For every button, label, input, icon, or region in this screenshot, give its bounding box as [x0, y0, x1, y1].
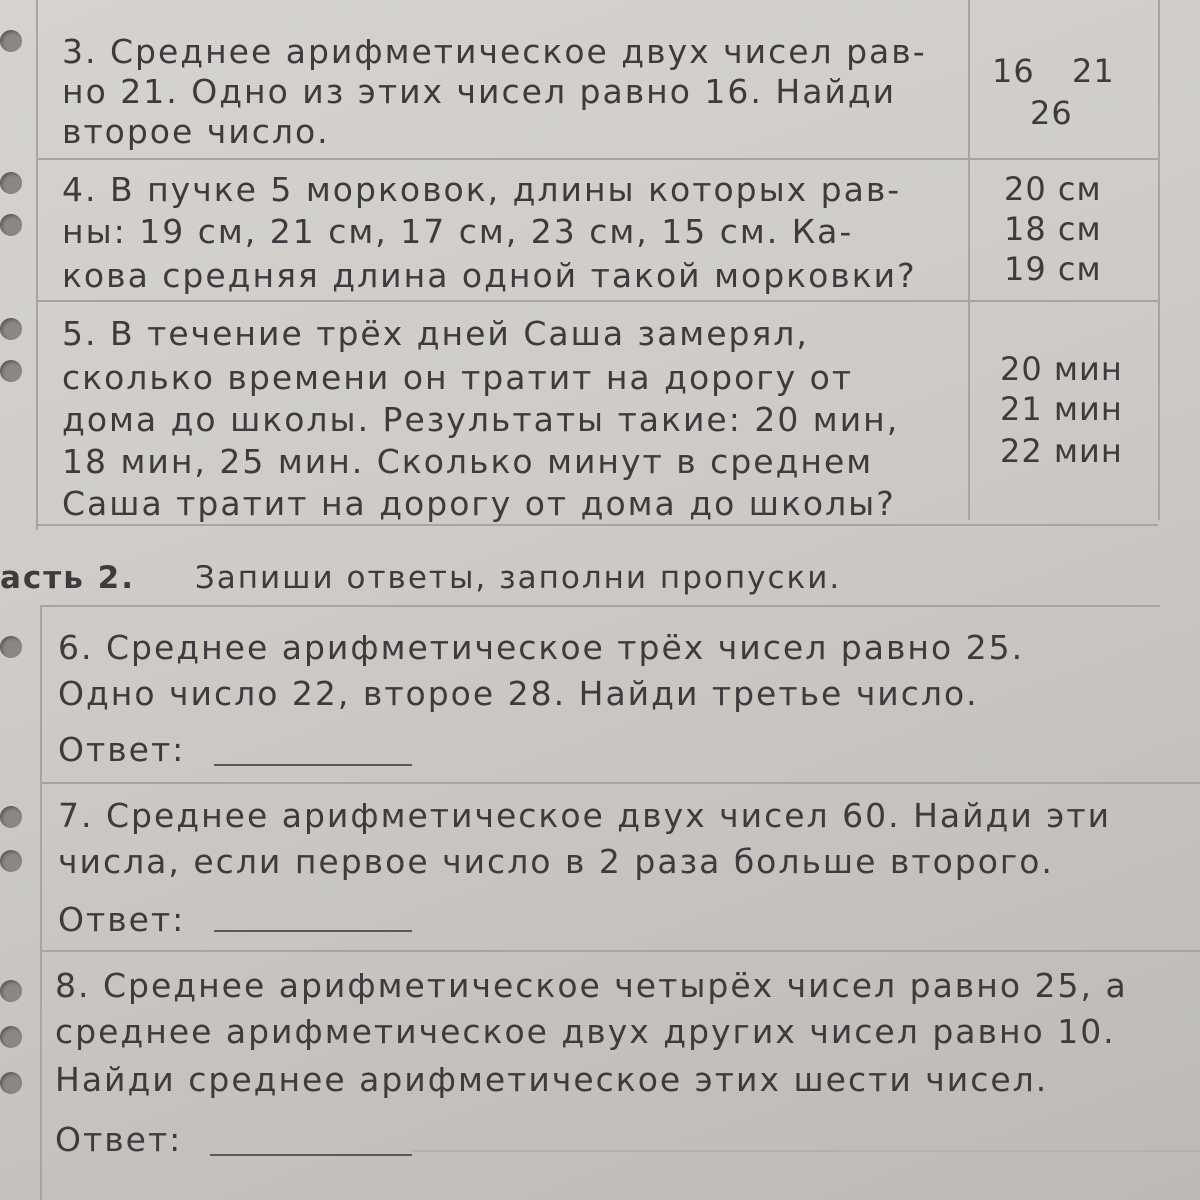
task-6-answer-blank[interactable] [214, 764, 412, 766]
task-5-line-3: дома до школы. Результаты такие: 20 мин, [62, 400, 900, 439]
task-5-line-4: 18 мин, 25 мин. Сколько минут в среднем [62, 442, 874, 481]
task-3-option-c: 26 [1030, 94, 1073, 132]
bullet-dot [0, 636, 22, 658]
task-5-line-2: сколько времени он тратит на дорогу от [62, 358, 854, 397]
task-8-line-2: среднее арифметическое двух других чисел равно 10. [55, 1012, 1116, 1051]
task-3-line-3: второе число. [62, 112, 330, 151]
table-border-bottom [36, 524, 1158, 526]
task-6-answer-label: Ответ: [58, 730, 186, 769]
bullet-dot [0, 214, 22, 236]
bullet-dot [0, 360, 22, 382]
table-column-divider [968, 0, 970, 520]
task-4-line-1: 4. В пучке 5 морковок, длины которых рав- [62, 170, 902, 209]
task-7-line-2: числа, если первое число в 2 раза больше второго. [58, 842, 1054, 881]
task-8-answer-blank[interactable] [210, 1154, 412, 1156]
table-row-divider [36, 158, 1158, 160]
table-border-right [1158, 0, 1160, 520]
task-7-line-1: 7. Среднее арифметическое двух чисел 60. Найди эти [58, 796, 1112, 835]
task-4-line-2: ны: 19 см, 21 см, 17 см, 23 см, 15 см. Ка- [62, 212, 854, 251]
task-5-line-5: Саша тратит на дорогу от дома до школы? [62, 484, 896, 523]
task-3-line-2: но 21. Одно из этих чисел равно 16. Найди [62, 72, 897, 111]
task-8-answer-extension [412, 1150, 1200, 1152]
task-4-option-a: 20 см [1004, 170, 1102, 208]
part-2-row-divider [40, 950, 1200, 952]
bullet-dot [0, 850, 22, 872]
part-2-label: асть 2. [0, 560, 136, 596]
task-6-line-1: 6. Среднее арифметическое трёх чисел равно 25. [58, 628, 1025, 667]
bullet-dot [0, 172, 22, 194]
task-3-option-b: 21 [1072, 52, 1115, 90]
part-2-heading [0, 560, 841, 596]
task-3-option-a: 16 [992, 52, 1035, 90]
task-4-option-c: 19 см [1004, 250, 1102, 288]
task-7-answer-label: Ответ: [58, 900, 186, 939]
bullet-dot [0, 806, 22, 828]
task-7-answer-blank[interactable] [214, 930, 412, 932]
bullet-dot [0, 980, 22, 1002]
task-4-line-3: кова средняя длина одной такой морковки? [62, 256, 917, 295]
task-4-option-b: 18 см [1004, 210, 1102, 248]
task-8-line-1: 8. Среднее арифметическое четырёх чисел равно 25, а [55, 966, 1128, 1005]
part-2-border-top [40, 605, 1160, 607]
task-6-line-2: Одно число 22, второе 28. Найди третье число. [58, 674, 979, 713]
task-5-option-a: 20 мин [1000, 350, 1123, 388]
task-5-line-1: 5. В течение трёх дней Саша замерял, [62, 314, 809, 353]
table-row-divider [36, 300, 1158, 302]
task-8-answer-label: Ответ: [55, 1120, 183, 1159]
task-5-option-b: 21 мин [1000, 390, 1123, 428]
table-border-left [36, 0, 38, 530]
bullet-dot [0, 318, 22, 340]
bullet-dot [0, 30, 22, 52]
bullet-dot [0, 1026, 22, 1048]
task-8-line-3: Найди среднее арифметическое этих шести чисел. [55, 1060, 1049, 1099]
task-3-line-1: 3. Среднее арифметическое двух чисел рав- [62, 32, 927, 71]
bullet-dot [0, 1072, 22, 1094]
task-5-option-c: 22 мин [1000, 432, 1123, 470]
part-2-instruction: Запиши ответы, заполни пропуски. [194, 560, 842, 596]
part-2-row-divider [40, 782, 1200, 784]
part-2-border-left [40, 605, 42, 1200]
